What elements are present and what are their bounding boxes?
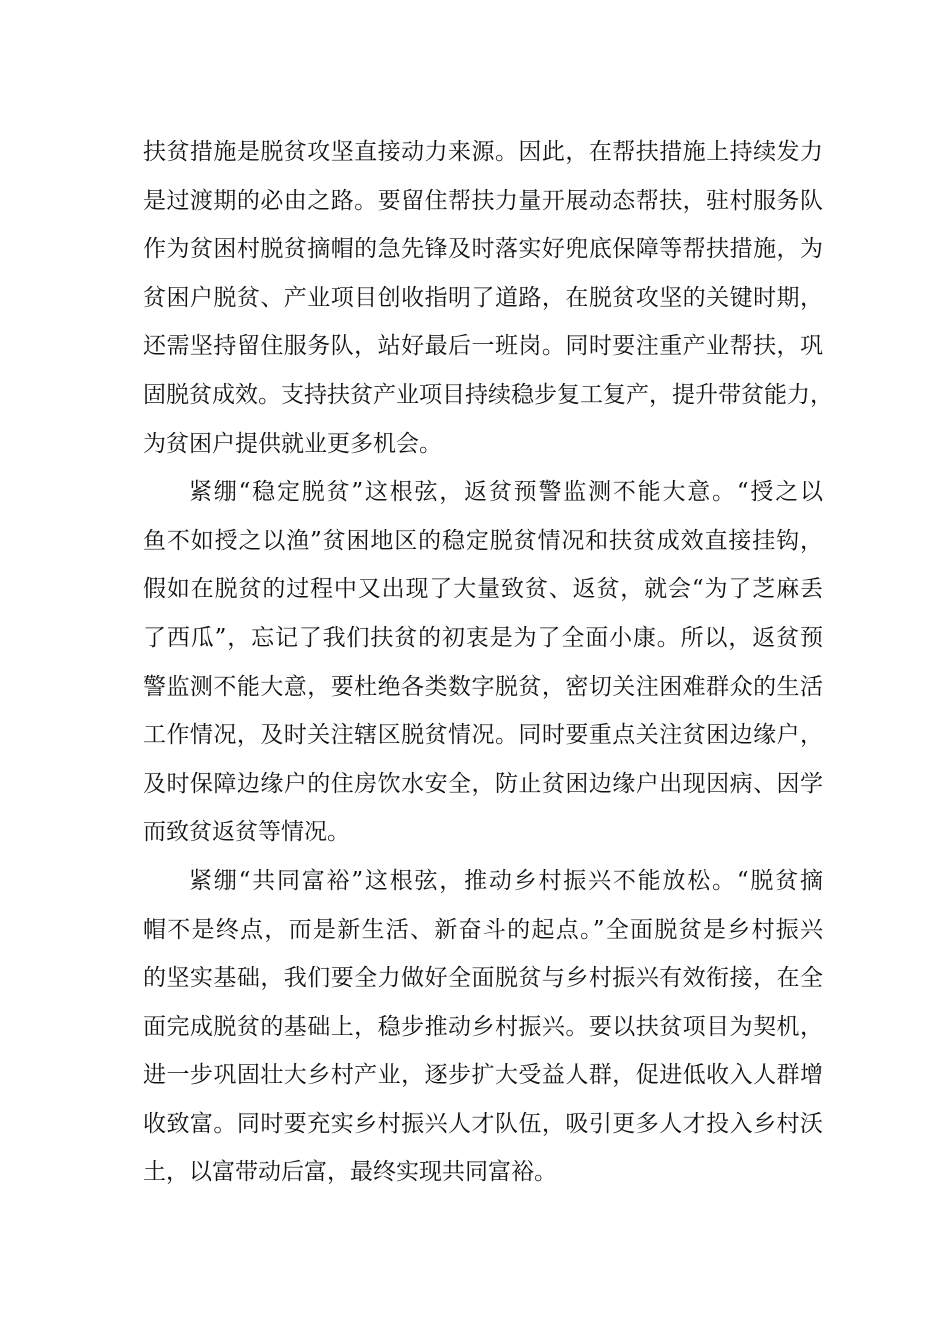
text-line: 紧绷“稳定脱贫”这根弦，返贫预警监测不能大意。“授之以 bbox=[189, 479, 823, 506]
text-line: 为贫困户提供就业更多机会。 bbox=[143, 430, 442, 457]
text-line: 而致贫返贫等情况。 bbox=[143, 819, 350, 846]
text-line: 收致富。同时要充实乡村振兴人才队伍，吸引更多人才投入乡村沃 bbox=[143, 1110, 823, 1137]
text-line: 固脱贫成效。支持扶贫产业项目持续稳步复工复产，提升带贫能力， bbox=[143, 381, 833, 408]
text-line: 假如在脱贫的过程中又出现了大量致贫、返贫，就会“为了芝麻丢 bbox=[143, 576, 823, 603]
text-line: 面完成脱贫的基础上，稳步推动乡村振兴。要以扶贫项目为契机， bbox=[143, 1013, 823, 1040]
text-line: 的坚实基础，我们要全力做好全面脱贫与乡村振兴有效衔接，在全 bbox=[143, 965, 823, 992]
text-line: 还需坚持留住服务队，站好最后一班岗。同时要注重产业帮扶，巩 bbox=[143, 333, 823, 360]
text-line: 了西瓜”，忘记了我们扶贫的初衷是为了全面小康。所以，返贫预 bbox=[143, 624, 823, 651]
text-line: 警监测不能大意，要杜绝各类数字脱贫，密切关注困难群众的生活 bbox=[143, 673, 823, 700]
text-line: 作为贫困村脱贫摘帽的急先锋及时落实好兜底保障等帮扶措施，为 bbox=[143, 236, 823, 263]
text-line: 贫困户脱贫、产业项目创收指明了道路，在脱贫攻坚的关键时期， bbox=[143, 284, 823, 311]
text-line: 工作情况，及时关注辖区脱贫情况。同时要重点关注贫困边缘户， bbox=[143, 722, 823, 749]
paragraph-2 bbox=[143, 468, 823, 857]
text-line: 扶贫措施是脱贫攻坚直接动力来源。因此，在帮扶措施上持续发力 bbox=[143, 139, 823, 165]
paragraph-3 bbox=[143, 857, 823, 1197]
text-line: 是过渡期的必由之路。要留住帮扶力量开展动态帮扶，驻村服务队 bbox=[143, 187, 823, 214]
text-line: 鱼不如授之以渔”贫困地区的稳定脱贫情况和扶贫成效直接挂钩， bbox=[143, 527, 823, 554]
body-text bbox=[143, 128, 833, 1197]
text-line: 进一步巩固壮大乡村产业，逐步扩大受益人群，促进低收入人群增 bbox=[143, 1062, 823, 1089]
text-line: 帽不是终点，而是新生活、新奋斗的起点。”全面脱贫是乡村振兴 bbox=[143, 916, 823, 943]
text-line: 紧绷“共同富裕”这根弦，推动乡村振兴不能放松。“脱贫摘 bbox=[189, 867, 823, 894]
text-line: 土，以富带动后富，最终实现共同富裕。 bbox=[143, 1159, 557, 1186]
text-line: 及时保障边缘户的住房饮水安全，防止贫困边缘户出现因病、因学 bbox=[143, 770, 823, 797]
paragraph-1 bbox=[143, 128, 833, 468]
